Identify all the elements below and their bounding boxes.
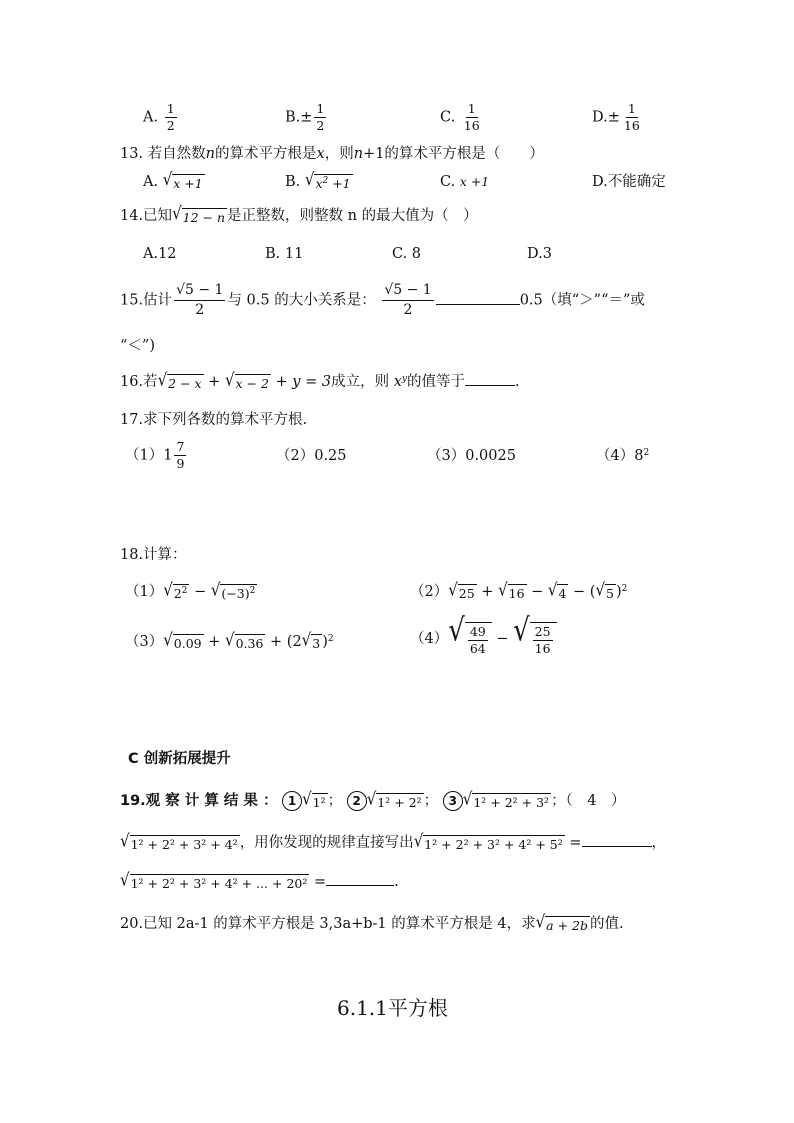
sqrt-expression: √ 1² + 2² + 3² [462,787,550,810]
circled-number: 1 [282,791,302,811]
sqrt-expression: √ 1² + 2² + 3² + 4² [120,829,238,852]
fraction: $\frac{7}{9}$ [176,439,185,471]
sqrt-expression: √ 1² [302,787,326,810]
sqrt-expression: √ 4 [547,578,567,601]
q13-option-d: D.不能确定 [592,174,666,190]
answer-blank[interactable] [582,832,652,847]
q12-option-d: D.± $\frac{1}{16}$ [592,101,640,133]
sqrt-expression: √ a + 2b [535,910,588,933]
q17-title: 17.求下列各数的算术平方根. [120,412,308,428]
sqrt-expression: √ 1² + 2² + 3² + 4² + 5² [413,829,563,852]
sqrt-expression: √ $2^2$ [163,578,188,601]
sqrt-expression: √ 1² + 2² [366,787,422,810]
section-heading: 6.1.1平方根 [337,996,448,1020]
q14-option-a: A.12 [143,246,177,262]
q19-line-2: √ 1² + 2² + 3² + 4² ，用你发现的规律直接写出 √ 1² + 2² + 3² + 4² + 5² = ， [120,829,667,852]
answer-blank[interactable] [326,871,394,886]
sqrt-expression: √ 0.09 [163,628,202,651]
sqrt-expression: √ 1² + 2² + 3² + 4² + ... + 20² [120,868,308,891]
q17-item-1: （1）1 $\frac{7}{9}$ [125,439,185,471]
q12-option-c: C. $\frac{1}{16}$ [440,101,480,133]
sqrt-expression: √ $(-3)^2$ [210,578,256,601]
q18-title: 18.计算： [120,547,187,563]
q18-item-3: （3） √ 0.09 + √ 0.36 + (2 √ 3 )$^2$ [125,628,334,651]
circled-number: 2 [347,791,367,811]
q12-option-a: A. $\frac{1}{2}$ [143,101,175,133]
q13-option-b: B. √ $x^2 +1$ [285,168,351,191]
sqrt-expression: √ $\frac{49}{64}$ [448,622,491,656]
fraction: $\frac{25}{16}$ [534,624,551,656]
fraction: $\frac{1}{16}$ [463,101,480,133]
fraction: $\frac{1}{2}$ [316,101,325,133]
sqrt-expression: √ 25 [448,578,475,601]
sqrt-expression: √ $\frac{25}{16}$ [513,622,556,656]
q14-option-c: C. 8 [392,246,422,262]
q17-item-2: （2）0.25 [276,448,347,464]
q14-stem: 14.已知 √ 12 − n 是正整数，则整数 n 的最大值为（ ） [120,202,478,225]
q20-stem: 20.已知 2a-1 的算术平方根是 3,3a+b-1 的算术平方根是 4，求 √ a + 2b 的值. [120,910,624,933]
sqrt-expression: √ 16 [498,578,525,601]
q19-line-1: 19.观 察 计 算 结 果 ： 1 √ 1² ； 2 √ 1² + 2² ； 3 √ 1² + 2² + 3² ；（ 4 ） [120,787,626,810]
q14-option-d: D.3 [527,246,552,262]
sqrt-expression: √ 2 − x [157,368,202,391]
sqrt-expression: √ 0.36 [225,628,264,651]
answer-blank[interactable] [465,371,515,386]
sqrt-expression: √ x +1 [162,168,203,191]
section-c-title: C 创新拓展提升 [128,751,231,767]
q14-option-b: B. 11 [265,246,304,262]
q18-item-4: （4） √ $\frac{49}{64}$ − √ $\frac{25}{16}$ [410,622,557,656]
fraction: $\frac{√5 - 1}{2}$ [384,282,432,318]
q18-item-2: （2） √ 25 + √ 16 − √ 4 − ( √ 5 )$^2$ [410,578,628,601]
q13-stem: 13. 若自然数n的算术平方根是x，则n+1的算术平方根是（ ） [120,146,544,162]
sqrt-expression: √ 12 − n [172,202,226,225]
fraction: $\frac{√5 - 1}{2}$ [176,282,224,318]
fraction: $\frac{1}{2}$ [166,101,175,133]
fraction: $\frac{49}{64}$ [469,624,486,656]
q15-stem: 15.估计 $\frac{√5 - 1}{2}$ 与 0.5 的大小关系是： $\frac{√5 - 1}{2}$ 0.5（填“＞”“＝”或 [120,282,645,318]
sqrt-expression: √ 5 [595,578,614,601]
q17-item-3: （3）0.0025 [427,448,516,464]
sqrt-expression: √ 3 [301,628,321,651]
sqrt-expression: √ $x^2 +1$ [304,168,351,191]
q19-line-3: √ 1² + 2² + 3² + 4² + ... + 20² = . [120,868,399,891]
q13-option-a: A. √ x +1 [143,168,203,191]
q18-item-1: （1） √ $2^2$ − √ $(-3)^2$ [125,578,256,601]
q15-stem-cont: “＜”) [120,338,155,354]
q13-option-c: C. x +1 [440,174,490,190]
q12-option-b: B.± $\frac{1}{2}$ [285,101,325,133]
answer-blank[interactable] [436,290,520,305]
circled-number: 3 [443,791,463,811]
fraction: $\frac{1}{16}$ [623,101,640,133]
q16-stem: 16.若 √ 2 − x + √ x − 2 + y = 3成立，则 $x^y$的值等于 . [120,368,520,391]
sqrt-expression: √ x − 2 [224,368,269,391]
q17-item-4: $(4)8^2$ [596,448,650,464]
